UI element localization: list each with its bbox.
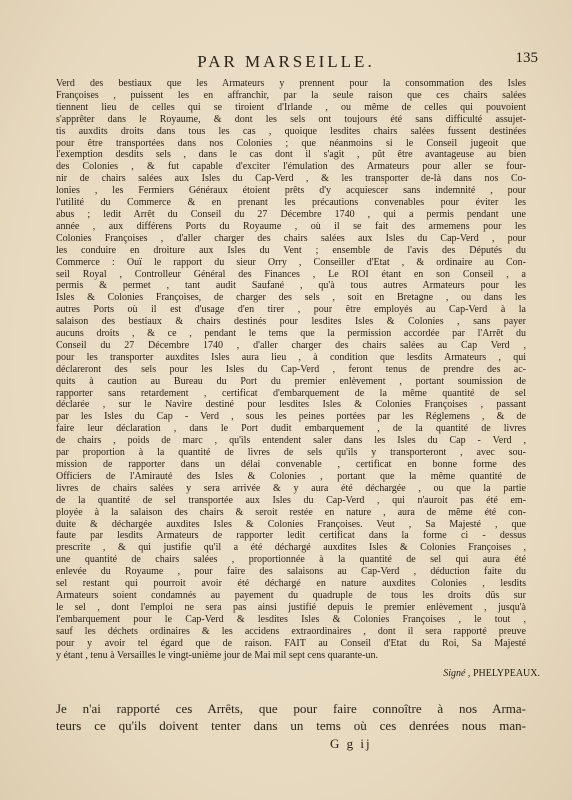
body-line: l'utilité du Commerce & en prenant les précautions convenables pour éviter les: [56, 197, 526, 209]
body-line: pour être transportées dans nos Colonies ; que néanmoins si le Conseil jugeoit que: [56, 137, 526, 149]
closing-line: Je n'ai rapporté ces Arrêts, que pour faire connoître à nos Arma-: [56, 701, 526, 716]
signature-label: Signé ,: [443, 668, 471, 679]
body-line: Verd des bestiaux que les Armateurs y prennent pour la consommation des Isles: [56, 78, 526, 89]
body-line: année , aux différens Ports du Royaume , où il se fait des armemens pour les: [56, 220, 526, 232]
body-line: par proportion à la quantité de livres de sels qu'ils y transporteront , avec sou-: [56, 447, 526, 459]
page-number: 135: [515, 50, 538, 66]
body-line: Armateurs soient condamnés au payement du quadruple de tous les droits dûs sur: [56, 589, 526, 601]
body-line: déclarée , sur le Navire destiné pour lesdites Isles & Colonies Françoises , passant: [56, 399, 526, 411]
body-line: prescrite , & qui justifie qu'il a été déchargé auxdites Isles & Colonies Françoises ,: [56, 542, 526, 554]
signature-block: [0, 668, 540, 679]
body-line: de chairs , poids de marc , qu'ils entendent saler dans les Isles du Cap - Verd ,: [56, 435, 526, 447]
body-line: Colonies Françoises , d'aller charger des chairs salées aux Isles du Cap-Verd , pour: [56, 232, 526, 244]
closing-paragraph: [56, 700, 526, 734]
body-line: rapporter sans retardement , certificat d'embarquement de la même quantité de sel: [56, 387, 526, 399]
body-line: Commerce : Ouï le rapport du sieur Orry , Conseiller d'Etat , & ordinaire au Con-: [56, 256, 526, 268]
body-line: enlevée du Royaume , pour faire des salaisons au Cap-Verd , déduction faite du: [56, 566, 526, 578]
closing-line: teurs ce qu'ils doivent tenter dans un tems où ces denrées nous man-: [56, 718, 526, 733]
body-line: Isles & Colonies Françoises, de charger des sels , soit en Bretagne , ou dans les: [56, 292, 526, 304]
body-line: des Colonies , & fut capable d'exciter l'émulation des Armateurs pour aller se four-: [56, 161, 526, 173]
body-line: par les Isles du Cap - Verd , sous les peines portées par les Réglemens , & de: [56, 411, 526, 423]
body-line: livres de chairs salées y sera arrivée & y aura été déchargée , ou que la partie: [56, 482, 526, 494]
body-line: Conseil du 27 Décembre 1740 , d'aller charger des chairs salées au Cap Verd ,: [56, 339, 526, 351]
body-line: l'exemption desdits sels , dans le cas dont il s'agit , pût être avantageuse au bien: [56, 149, 526, 161]
body-line: sel restant qui pourroit avoir été déchargé en nature auxdites Colonies , lesdits: [56, 578, 526, 590]
signature-mark: G g ij: [330, 736, 372, 751]
body-line: faute par lesdits Armateurs de rapporter ledit certificat dans la forme ci - dessus: [56, 530, 526, 542]
body-line: Officiers de l'Amirauté des Isles & Colonies , portant que la même quantité de: [56, 470, 526, 482]
body-line: mission de rapporter dans un délai convenable , certificat en bonne forme des: [56, 459, 526, 470]
signatory-name: PHELYPEAUX.: [472, 668, 540, 679]
body-line: s'apprêter dans le Royaume, & dont les sels ont toujours été sans difficulté assujet-: [56, 113, 526, 125]
body-line: le sel , dont l'emploi ne sera pas ainsi justifié depuis le premier enlèvement , jusqu'à: [56, 601, 526, 613]
decree-body: [56, 78, 526, 661]
body-line: nir de chairs salées aux Isles du Cap-Verd , & les transporter de-là dans nos Co-: [56, 173, 526, 185]
body-line: déclareront des sels pour les Isles du Cap-Verd , feront tenus de prendre des ac-: [56, 363, 526, 375]
body-line: pour les transporter auxdites Isles aura lieu , à condition que lesdits Armateurs , qui: [56, 351, 526, 363]
body-line: l'embarquement pour le Cap-Verd & lesdites Isles & Colonies Françoises , le tout ,: [56, 613, 526, 625]
body-line: y étant , tenu à Versailles le vingt-unième jour de Mai mil sept cens quarante-un.: [56, 649, 378, 661]
body-line: autres Ports où il est d'usage d'en tirer , pour être employés au Cap-Verd à la: [56, 304, 526, 316]
body-line: tis auxdits droits dans tous les cas , quoique lesdites chairs salées fussent destinées: [56, 125, 526, 137]
body-line: faire leur déclaration , dans le Port dudit embarquement , de la quantité de livres: [56, 423, 526, 435]
running-title: PAR MARSEILLE.: [197, 52, 375, 71]
body-line: duite & déchargée auxdites Isles & Colonies Françoises. Veut , Sa Majesté , que: [56, 518, 526, 530]
body-line: quits à caution au Bureau du Port du premier enlèvement , portant soumission de: [56, 375, 526, 387]
body-line: pour y avoir tel égard que de raison. FAIT au Conseil d'Etat du Roi, Sa Majesté: [56, 637, 526, 649]
body-line: de la quantité de sel transportée aux Isles du Cap-Verd , qui n'auroit pas été em-: [56, 494, 526, 506]
body-line: seil Royal , Controlleur Général des Finances , Le ROI étant en son Conseil , a: [56, 268, 526, 280]
body-line: lonies , les Fermiers Généraux étoient prêts d'y acquiescer sans indemnité , pour: [56, 185, 526, 197]
body-line: une quantité de chairs salées , proportionnée à la quantité de sel qui aura été: [56, 554, 526, 566]
body-line: aucuns droits , & ce , pendant le tems que la permission accordée par l'Arrêt du: [56, 328, 526, 340]
body-line: salaison des bestiaux & chairs destinés pour lesdites Isles & Colonies , sans payer: [56, 316, 526, 328]
body-line: Françoises , puissent les en affranchir, par la seule raison que ces chairs salées: [56, 89, 526, 101]
body-line: tiennent lieu de celles qui se tiroient d'Irlande , ou même de celles qui pouvoient: [56, 101, 526, 113]
body-line: abus ; ledit Arrêt du Conseil du 27 Décembre 1740 , qui a permis pendant une: [56, 208, 526, 220]
body-line: les conduire en droiture aux Isles du Vent ; ensemble de l'avis des Députés du: [56, 244, 526, 256]
body-line: sauf les déchets ordinaires & les accidens extraordinaires , dont il sera rapporté preuve: [56, 625, 526, 637]
body-line: ployée à la salaison des chairs & seroit restée en nature , aura de même été con-: [56, 506, 526, 518]
body-line: permis & permet , tant audit Saufané , qu'à tous autres Armateurs pour les: [56, 280, 526, 292]
